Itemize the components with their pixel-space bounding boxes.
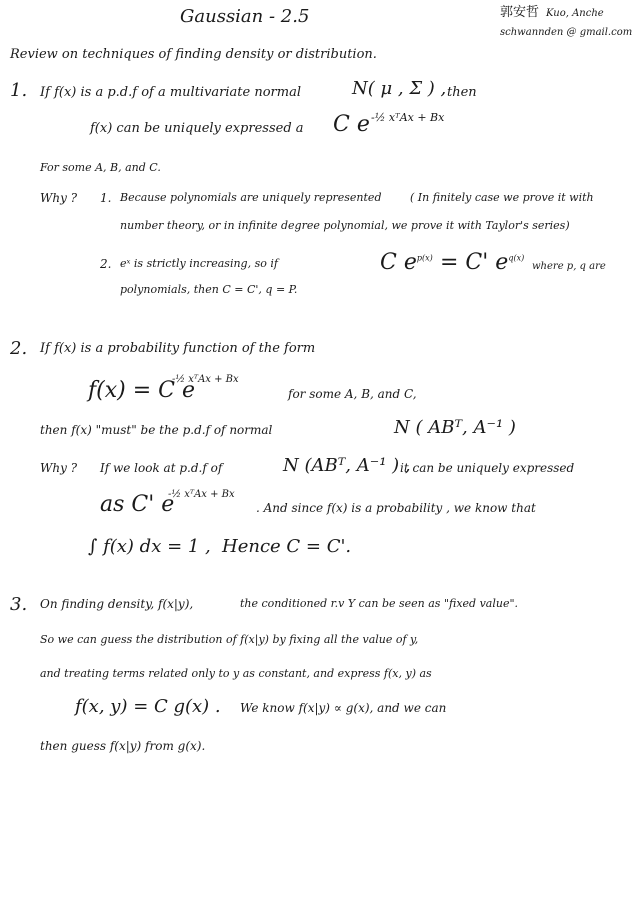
s1-formula-exponent: -½ xᵀAx + Bx — [371, 111, 445, 124]
s2-line1: If f(x) is a probability function of the form — [40, 341, 316, 356]
s1-line1a: If f(x) is a p.d.f of a multivariate normal — [40, 85, 302, 100]
s1-reason2c: = C' $e^{q(x)}$ — [440, 250, 525, 275]
page-title: Gaussian - 2.5 — [180, 6, 310, 27]
s1-reason2-num: 2. — [100, 257, 112, 271]
s1-reason2d: where p, q are — [532, 261, 606, 272]
author-name: Kuo, Anche — [546, 8, 604, 19]
s1-then: then — [447, 85, 477, 100]
s3-line1b: the conditioned r.v Y can be seen as "fixed value". — [240, 597, 519, 610]
author-email: schwannden @ gmail.com — [500, 27, 633, 38]
s3-line2: So we can guess the distribution of f(x|y) by fixing all the value of y, — [40, 633, 419, 646]
s3-line4b: We know f(x|y) ∝ g(x), and we can — [240, 701, 447, 715]
s2-why: Why ? — [40, 461, 78, 475]
s2-formula-exponent: -½ xᵀAx + Bx — [172, 374, 239, 385]
s2-line4b: N (ABᵀ, A⁻¹ ) , — [283, 455, 411, 476]
s2-line4a: If we look at p.d.f of — [100, 461, 223, 475]
s1-line3: For some A, B, and C. — [40, 161, 161, 174]
author-cjk-signature: 郭安哲 — [500, 5, 540, 20]
s2-line4c: it can be uniquely expressed — [400, 461, 575, 475]
s2-formula-base: f(x) = C e — [88, 378, 195, 403]
s3-number: 3. — [10, 594, 28, 615]
s2-line6b: Hence C = C'. — [222, 536, 352, 557]
intro-line: Review on techniques of finding density or distribution. — [10, 47, 377, 62]
s1-why: Why ? — [40, 191, 78, 205]
s2-line5-exponent: -½ xᵀAx + Bx — [168, 489, 235, 500]
s2-line5a: as C' e — [100, 492, 175, 517]
s3-line4a: f(x, y) = C g(x) . — [75, 696, 221, 717]
s2-number: 2. — [10, 338, 28, 359]
s1-reason1b: ( In finitely case we prove it with — [410, 191, 594, 204]
s1-reason1-num: 1. — [100, 191, 112, 205]
s3-line5: then guess f(x|y) from g(x). — [40, 739, 206, 753]
s1-reason2a: eˣ is strictly increasing, so if — [120, 257, 278, 270]
s1-reason1a: Because polynomials are uniquely represented — [120, 191, 382, 204]
s1-reason1c: number theory, or in infinite degree polynomial, we prove it with Taylor's series) — [120, 219, 570, 232]
s1-number: 1. — [10, 80, 28, 101]
s1-line2a: f(x) can be uniquely expressed a — [90, 121, 304, 136]
s1-formula-base: C e — [333, 112, 370, 137]
s1-reason2b: C $e^{p(x)}$ — [380, 250, 433, 275]
s1-reason2e: polynomials, then C = C', q = P. — [120, 283, 298, 296]
s2-line6a: ∫ f(x) dx = 1 , — [88, 536, 211, 557]
s2-for-some: for some A, B, and C, — [288, 387, 417, 401]
s2-line5b: . And since f(x) is a probability , we know that — [256, 501, 536, 515]
s2-line3a: then f(x) "must" be the p.d.f of normal — [40, 423, 273, 437]
s3-line3: and treating terms related only to y as constant, and express f(x, y) as — [40, 667, 432, 680]
s2-normal-dist: N ( ABᵀ, A⁻¹ ) — [394, 417, 516, 438]
s1-normal-dist: N( μ , Σ ) , — [352, 78, 447, 99]
s3-line1a: On finding density, f(x|y), — [40, 597, 194, 611]
